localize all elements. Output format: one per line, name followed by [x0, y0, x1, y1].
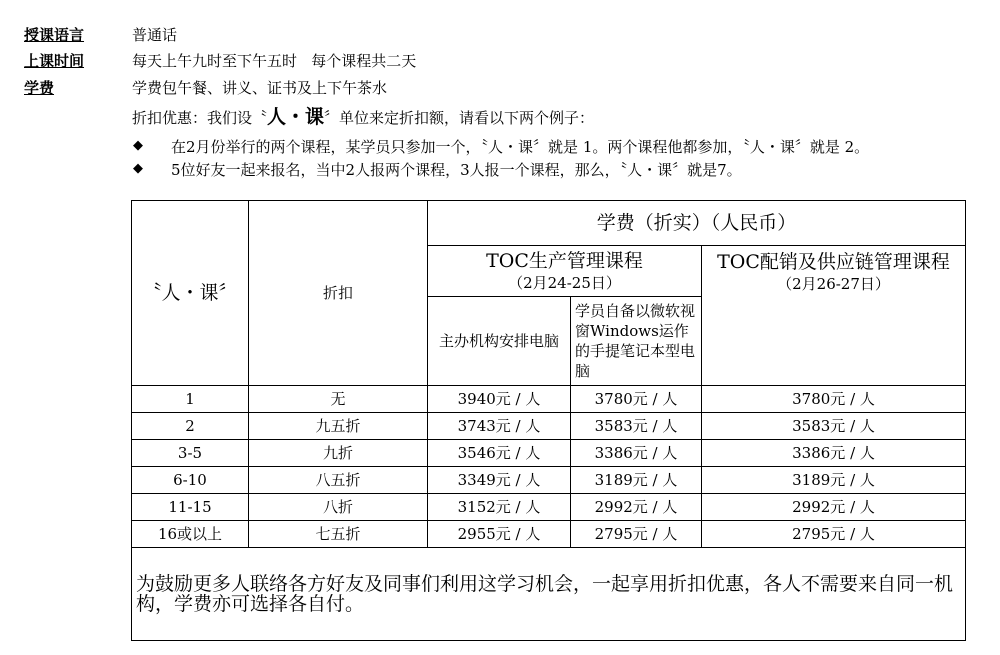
discount-intro-pre: 折扣优惠：我们设〝	[132, 109, 268, 127]
course2-header	[702, 246, 966, 386]
discount-intro	[132, 102, 594, 129]
discount-cell: 八折	[249, 494, 428, 521]
fee-cell: 3189元 / 人	[571, 467, 702, 494]
person-cell: 6-10	[132, 467, 249, 494]
sub-header-2: 学员自备以微软视窗Windows运作的手提笔记本型电脑	[571, 297, 702, 386]
fee-value: 学费包午餐、讲义、证书及上下午茶水	[132, 79, 388, 97]
example-1: 在2月份举行的两个课程，某学员只参加一个，〝人・课〞就是 1。两个课程他都参加，〝人・课〞就是 2。	[171, 138, 870, 156]
fee-cell: 2795元 / 人	[571, 521, 702, 548]
fee-cell: 2992元 / 人	[571, 494, 702, 521]
fee-cell: 3349元 / 人	[428, 467, 571, 494]
fee-cell: 3780元 / 人	[702, 386, 966, 413]
fee-cell: 2992元 / 人	[702, 494, 966, 521]
fee-table	[131, 200, 966, 641]
table-row	[132, 467, 966, 494]
fee-cell: 3743元 / 人	[428, 413, 571, 440]
diamond-bullet-icon: ◆	[133, 161, 143, 176]
table-note: 为鼓励更多人联络各方好友及同事们利用这学习机会，一起享用折扣优惠，各人不需要来自同一机构，学费亦可选择各自付。	[132, 548, 966, 641]
fee-cell: 2795元 / 人	[702, 521, 966, 548]
person-cell: 11-15	[132, 494, 249, 521]
table-row	[132, 494, 966, 521]
col-discount-header: 折扣	[249, 201, 428, 386]
lang-value: 普通话	[132, 26, 178, 44]
discount-intro-em: 人・课	[267, 106, 325, 128]
table-row	[132, 440, 966, 467]
fee-cell: 3546元 / 人	[428, 440, 571, 467]
fee-cell: 3940元 / 人	[428, 386, 571, 413]
table-row	[132, 413, 966, 440]
fee-cell: 3780元 / 人	[571, 386, 702, 413]
sub-header-1: 主办机构安排电脑	[428, 297, 571, 386]
lang-label: 授课语言	[24, 26, 85, 44]
discount-cell: 九折	[249, 440, 428, 467]
time-value: 每天上午九时至下午五时 每个课程共二天	[132, 52, 417, 70]
fee-cell: 3386元 / 人	[702, 440, 966, 467]
table-row	[132, 521, 966, 548]
course1-name: TOC生产管理课程	[486, 250, 643, 272]
discount-cell: 九五折	[249, 413, 428, 440]
time-label: 上课时间	[24, 52, 85, 70]
person-cell: 2	[132, 413, 249, 440]
course2-name: TOC配销及供应链管理课程	[717, 251, 950, 273]
col-person-header: 〝人・课〞	[132, 201, 249, 386]
person-cell: 16或以上	[132, 521, 249, 548]
person-cell: 1	[132, 386, 249, 413]
course1-date: （2月24-25日）	[508, 274, 621, 292]
fee-cell: 2955元 / 人	[428, 521, 571, 548]
discount-intro-post: 〞单位来定折扣额，请看以下两个例子：	[324, 109, 595, 127]
course2-date: （2月26-27日）	[777, 275, 890, 293]
discount-cell: 八五折	[249, 467, 428, 494]
fee-cell: 3152元 / 人	[428, 494, 571, 521]
fee-label: 学费	[24, 79, 55, 97]
fee-cell: 3386元 / 人	[571, 440, 702, 467]
diamond-bullet-icon: ◆	[133, 138, 143, 153]
table-row	[132, 386, 966, 413]
fee-header: 学费（折实）（人民币）	[428, 201, 966, 246]
discount-cell: 无	[249, 386, 428, 413]
fee-cell: 3189元 / 人	[702, 467, 966, 494]
example-2: 5位好友一起来报名，当中2人报两个课程，3人报一个课程，那么，〝人・课〞就是7。	[171, 161, 742, 179]
course1-header	[428, 246, 702, 297]
person-cell: 3-5	[132, 440, 249, 467]
fee-cell: 3583元 / 人	[702, 413, 966, 440]
fee-cell: 3583元 / 人	[571, 413, 702, 440]
discount-cell: 七五折	[249, 521, 428, 548]
